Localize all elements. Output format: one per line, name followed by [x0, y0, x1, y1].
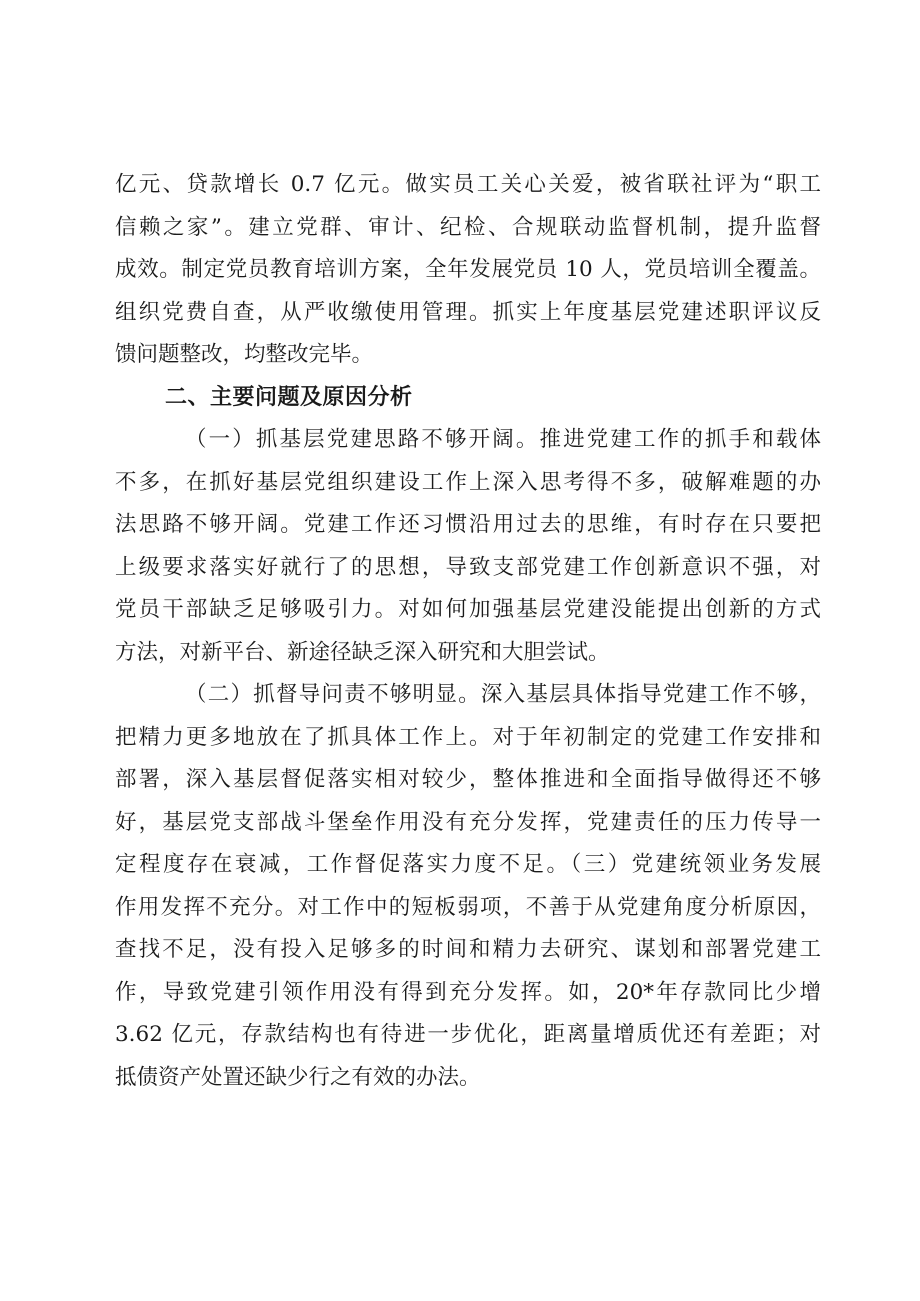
text-line: （二）抓督导问责不够明显。深入基层具体指导党建工作不够， — [185, 682, 821, 707]
text-line: 部署，深入基层督促落实相对较少，整体推进和全面指导做得还不够 — [115, 767, 821, 792]
text-line: 不多，在抓好基层党组织建设工作上深入思考得不多，破解难题的办 — [115, 469, 821, 495]
text-line: 抵债资产处置还缺少行之有效的办法。 — [115, 1064, 481, 1090]
text-line: 方法，对新平台、新途径缺乏深入研究和大胆尝试。 — [115, 639, 610, 665]
text-line: 法思路不够开阔。党建工作还习惯沿用过去的思维，有时存在只要把 — [115, 512, 821, 537]
text-line: 作用发挥不充分。对工作中的短板弱项，不善于从党建角度分析原因， — [115, 894, 821, 920]
paragraph-intro — [115, 164, 821, 377]
text-line: 组织党费自查，从严收缴使用管理。抓实上年度基层党建述职评议反 — [115, 299, 821, 325]
text-line: 作，导致党建引领作用没有得到充分发挥。如，20*年存款同比少增 — [115, 979, 821, 1005]
text-line: 好，基层党支部战斗堡垒作用没有充分发挥，党建责任的压力传导一 — [115, 809, 821, 835]
text-line: 3.62 亿元，存款结构也有待进一步优化，距离量增质优还有差距；对 — [115, 1022, 821, 1047]
text-line: 党员干部缺乏足够吸引力。对如何加强基层党建没能提出创新的方式 — [115, 597, 821, 622]
text-line: 把精力更多地放在了抓具体工作上。对于年初制定的党建工作安排和 — [115, 724, 821, 750]
text-line: （一）抓基层党建思路不够开阔。推进党建工作的抓手和载体 — [185, 427, 821, 452]
text-line: 成效。制定党员教育培训方案，全年发展党员 10 人，党员培训全覆盖。 — [115, 257, 821, 282]
text-line: 亿元、贷款增长 0.7 亿元。做实员工关心关爱，被省联社评为“职工 — [115, 172, 821, 197]
text-line: 上级要求落实好就行了的思想，导致支部党建工作创新意识不强，对 — [115, 554, 821, 580]
document-body — [115, 164, 821, 1099]
section-heading: 二、主要问题及原因分析 — [165, 384, 413, 410]
paragraph-2 — [115, 674, 821, 1099]
text-line: 查找不足，没有投入足够多的时间和精力去研究、谋划和部署党建工 — [115, 937, 821, 962]
text-line: 馈问题整改，均整改完毕。 — [115, 342, 374, 367]
text-line: 信赖之家”。建立党群、审计、纪检、合规联动监督机制，提升监督 — [115, 214, 821, 240]
text-line: 定程度存在衰减，工作督促落实力度不足。（三）党建统领业务发展 — [115, 852, 821, 877]
paragraph-1 — [115, 419, 821, 674]
